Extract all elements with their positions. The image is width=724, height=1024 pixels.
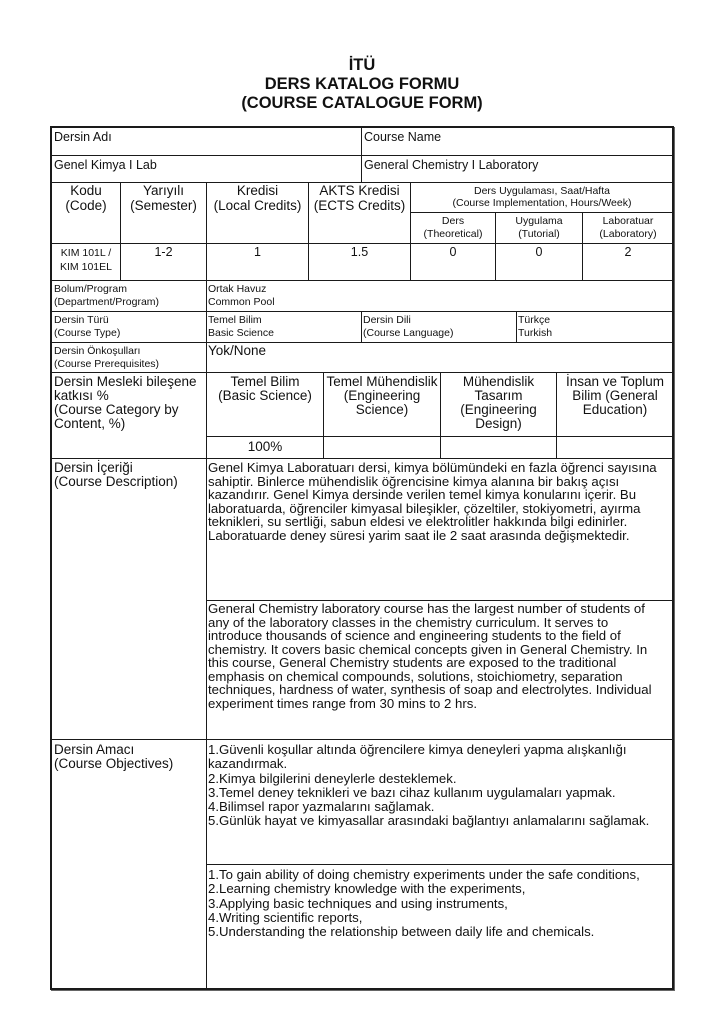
program-value-en: Common Pool (208, 296, 275, 308)
local-credits-header-cell (206, 182, 309, 244)
description-en-cell (206, 600, 674, 740)
tutorial-header-tr: Uygulama (515, 215, 563, 227)
ects-credits-header-cell (308, 182, 411, 244)
course-name-en-label: Course Name (364, 130, 442, 144)
description-label-en: (Course Description) (54, 474, 178, 489)
form-title-tr: DERS KATALOG FORMU (264, 75, 460, 93)
course-type-value-tr: Temel Bilim (208, 314, 262, 326)
objectives-label-cell (51, 739, 207, 989)
category-general-education-value-cell (556, 436, 674, 459)
laboratory-value: 2 (624, 245, 632, 259)
laboratory-header-tr: Laboratuar (602, 215, 654, 227)
description-label-cell (51, 458, 207, 740)
description-tr-cell (206, 458, 674, 601)
code-header-tr: Kodu (70, 183, 102, 198)
objectives-tr-line: 3.Temel deney teknikleri ve bazı cihaz kullanım uygulamaları yapmak. (208, 784, 616, 800)
description-en-line: General Chemistry laboratory course has the largest number of students of (208, 601, 645, 616)
objectives-tr-cell (206, 739, 674, 865)
category-label-4: Content, %) (54, 416, 126, 431)
local-credits-value-cell (206, 243, 309, 281)
course-name-tr-value-cell (51, 155, 362, 183)
theoretical-header-en: (Theoretical) (423, 228, 483, 240)
description-label-tr: Dersin İçeriği (54, 460, 133, 475)
category-label-1: Dersin Mesleki bileşene (54, 374, 197, 389)
semester-value: 1-2 (154, 245, 173, 259)
implementation-header-cell (410, 182, 674, 213)
tutorial-value: 0 (535, 245, 543, 259)
ects-credits-value: 1.5 (350, 245, 369, 259)
category-basic-science-header-1: Temel Bilim (230, 374, 300, 389)
category-engineering-science-value-cell (323, 436, 441, 459)
description-en-line: introduce thousands of science and engineering students to the field of (208, 628, 621, 643)
objectives-en-cell (206, 864, 674, 989)
objectives-tr-text (208, 743, 649, 829)
category-engineering-science-header-2: (Engineering (343, 388, 421, 403)
objectives-en-line: 2.Learning chemistry knowledge with the experiments, (208, 881, 526, 897)
description-en-line: techniques, hardness of water, synthesis of soap and electrolytes. Individual (208, 682, 652, 697)
category-engineering-design-header (440, 372, 557, 437)
description-en-line: experiment times range from 30 mins to 2 hrs. (208, 695, 477, 711)
program-label-tr: Bolum/Program (54, 283, 127, 295)
category-engineering-science-header (323, 372, 441, 437)
description-tr-line: laboratuarda, öğrenciler kimyasal bileşikler, çözeltiler, stokiyometri, ayırma (208, 500, 641, 516)
code-value-2: KIM 101EL (60, 261, 112, 273)
category-general-education-header-3: Education) (582, 402, 648, 417)
objectives-label-tr: Dersin Amacı (54, 742, 135, 757)
objectives-tr-line: 4.Bilimsel rapor yazmalarını sağlamak. (208, 799, 435, 815)
local-credits-value: 1 (254, 245, 261, 259)
description-tr-line: Laboratuarde deney süresi yarim saat ile 2 saat arasında değişmektedir. (208, 527, 630, 543)
program-value-tr: Ortak Havuz (208, 283, 267, 295)
objectives-en-line: 5.Understanding the relationship between daily life and chemicals. (208, 924, 595, 940)
prerequisites-value: Yok/None (208, 343, 267, 358)
prerequisites-label-tr: Dersin Önkoşulları (54, 345, 141, 357)
course-language-value-en: Turkish (518, 327, 553, 339)
course-language-value-tr: Türkçe (518, 314, 551, 326)
tutorial-header-en: (Tutorial) (518, 228, 560, 240)
code-value-cell (51, 243, 121, 281)
course-name-tr-value: Genel Kimya I Lab (54, 158, 157, 172)
course-language-value-cell (516, 311, 674, 343)
objectives-en-line: 3.Applying basic techniques and using instruments, (208, 895, 508, 911)
tutorial-header-cell (495, 212, 583, 244)
course-name-en-label-cell (361, 127, 674, 156)
objectives-tr-line: kazandırmak. (208, 756, 288, 772)
description-en-line: this course, General Chemistry students are exposed to the traditional (208, 655, 617, 670)
form-title (0, 56, 724, 113)
category-basic-science-header-2: (Basic Science) (218, 388, 312, 403)
category-label-2: katkısı % (54, 388, 109, 403)
objectives-en-line: 1.To gain ability of doing chemistry experiments under the safe conditions, (208, 867, 640, 882)
theoretical-header-tr: Ders (441, 215, 465, 227)
course-name-en-value-cell (361, 155, 674, 183)
laboratory-header-cell (582, 212, 674, 244)
ects-credits-value-cell (308, 243, 411, 281)
course-type-label-tr: Dersin Türü (54, 314, 109, 326)
program-label-cell (51, 280, 207, 312)
description-en-line: emphasis on chemical compounds, solutions, stoichiometry, separation (208, 668, 623, 684)
objectives-tr-line: 5.Günlük hayat ve kimyasallar arasındaki bağlantıyı anlamalarını sağlamak. (208, 813, 650, 829)
implementation-header-en: (Course Implementation, Hours/Week) (452, 197, 632, 209)
category-basic-science-value: 100% (247, 439, 283, 454)
course-name-en-value: General Chemistry I Laboratory (364, 158, 539, 172)
objectives-tr-line: 2.Kimya bilgilerini deneylerle desteklemek. (208, 770, 457, 786)
institution-title: İTÜ (348, 56, 376, 74)
course-type-label-cell (51, 311, 207, 343)
semester-value-cell (120, 243, 207, 281)
theoretical-value-cell (410, 243, 496, 281)
code-value-1: KIM 101L / (60, 247, 112, 259)
category-basic-science-header (206, 372, 324, 437)
category-label-cell (51, 372, 207, 459)
objectives-label-en: (Course Objectives) (54, 756, 174, 771)
course-type-value-cell (206, 311, 362, 343)
course-language-label-en: (Course Language) (363, 327, 454, 339)
category-engineering-design-header-2: Tasarım (474, 388, 523, 403)
course-type-label-en: (Course Type) (54, 327, 121, 339)
prerequisites-value-cell (206, 342, 674, 373)
category-engineering-design-header-4: Design) (475, 416, 522, 431)
description-tr-line: kazandırır. Genel Kimya dersinde verilen temel kimya konularını içerir. Bu (208, 487, 637, 502)
semester-header-en: (Semester) (130, 198, 197, 213)
description-en-text (208, 602, 652, 710)
category-general-education-header-1: İnsan ve Toplum (565, 374, 665, 389)
theoretical-value: 0 (449, 245, 457, 259)
objectives-en-text (208, 868, 640, 939)
local-credits-header-en: (Local Credits) (213, 198, 302, 213)
course-language-label-tr: Dersin Dili (363, 314, 411, 326)
theoretical-header-cell (410, 212, 496, 244)
prerequisites-label-cell (51, 342, 207, 373)
category-engineering-design-header-3: (Engineering (460, 402, 537, 417)
category-general-education-header (556, 372, 674, 437)
description-en-line: chemistry. It covers basic chemical concepts given in General Chemistry. In (208, 641, 648, 657)
category-general-education-header-2: Bilim (General (572, 388, 658, 403)
category-label-3: (Course Category by (54, 402, 179, 417)
category-engineering-design-header-1: Mühendislik (462, 374, 535, 389)
ects-credits-header-en: (ECTS Credits) (313, 198, 406, 213)
course-name-tr-label: Dersin Adı (54, 130, 112, 144)
description-tr-line: sahiptir. Binlerce mühendislik öğrencisine kimya alanına bir bakış açısı (208, 473, 620, 489)
form-title-en: (COURSE CATALOGUE FORM) (241, 94, 483, 112)
program-value-cell (206, 280, 674, 312)
description-en-line: any of the laboratory classes in the chemistry curriculum. It serves to (208, 614, 609, 630)
ects-credits-header-tr: AKTS Kredisi (319, 183, 400, 198)
implementation-header-tr: Ders Uygulaması, Saat/Hafta (474, 185, 610, 197)
description-tr-text (208, 461, 657, 542)
category-basic-science-value-cell (206, 436, 324, 459)
prerequisites-label-en: (Course Prerequisites) (54, 358, 160, 370)
category-engineering-design-value-cell (440, 436, 557, 459)
tutorial-value-cell (495, 243, 583, 281)
category-engineering-science-header-3: Science) (355, 402, 409, 417)
category-engineering-science-header-1: Temel Mühendislik (326, 374, 438, 389)
objectives-tr-line: 1.Güvenli koşullar altında öğrencilere kimya deneyleri yapma alışkanlığı (208, 742, 627, 757)
description-tr-line: Genel Kimya Laboratuarı dersi, kimya bölümündeki en fazla öğrenci sayısına (208, 460, 657, 475)
course-type-value-en: Basic Science (208, 327, 274, 339)
laboratory-header-en: (Laboratory) (599, 228, 657, 240)
code-header-en: (Code) (65, 198, 107, 213)
semester-header-cell (120, 182, 207, 244)
local-credits-header-tr: Kredisi (236, 183, 279, 198)
description-tr-line: teknikleri, su sertliği, sabun eldesi ve elektrolitler hakkında bilgi edinirler. (208, 514, 628, 529)
semester-header-tr: Yarıyılı (142, 183, 184, 198)
course-name-tr-label-cell (51, 127, 362, 156)
laboratory-value-cell (582, 243, 674, 281)
code-header-cell (51, 182, 121, 244)
program-label-en: (Department/Program) (54, 296, 160, 308)
course-language-label-cell (361, 311, 517, 343)
objectives-en-line: 4.Writing scientific reports, (208, 909, 363, 925)
